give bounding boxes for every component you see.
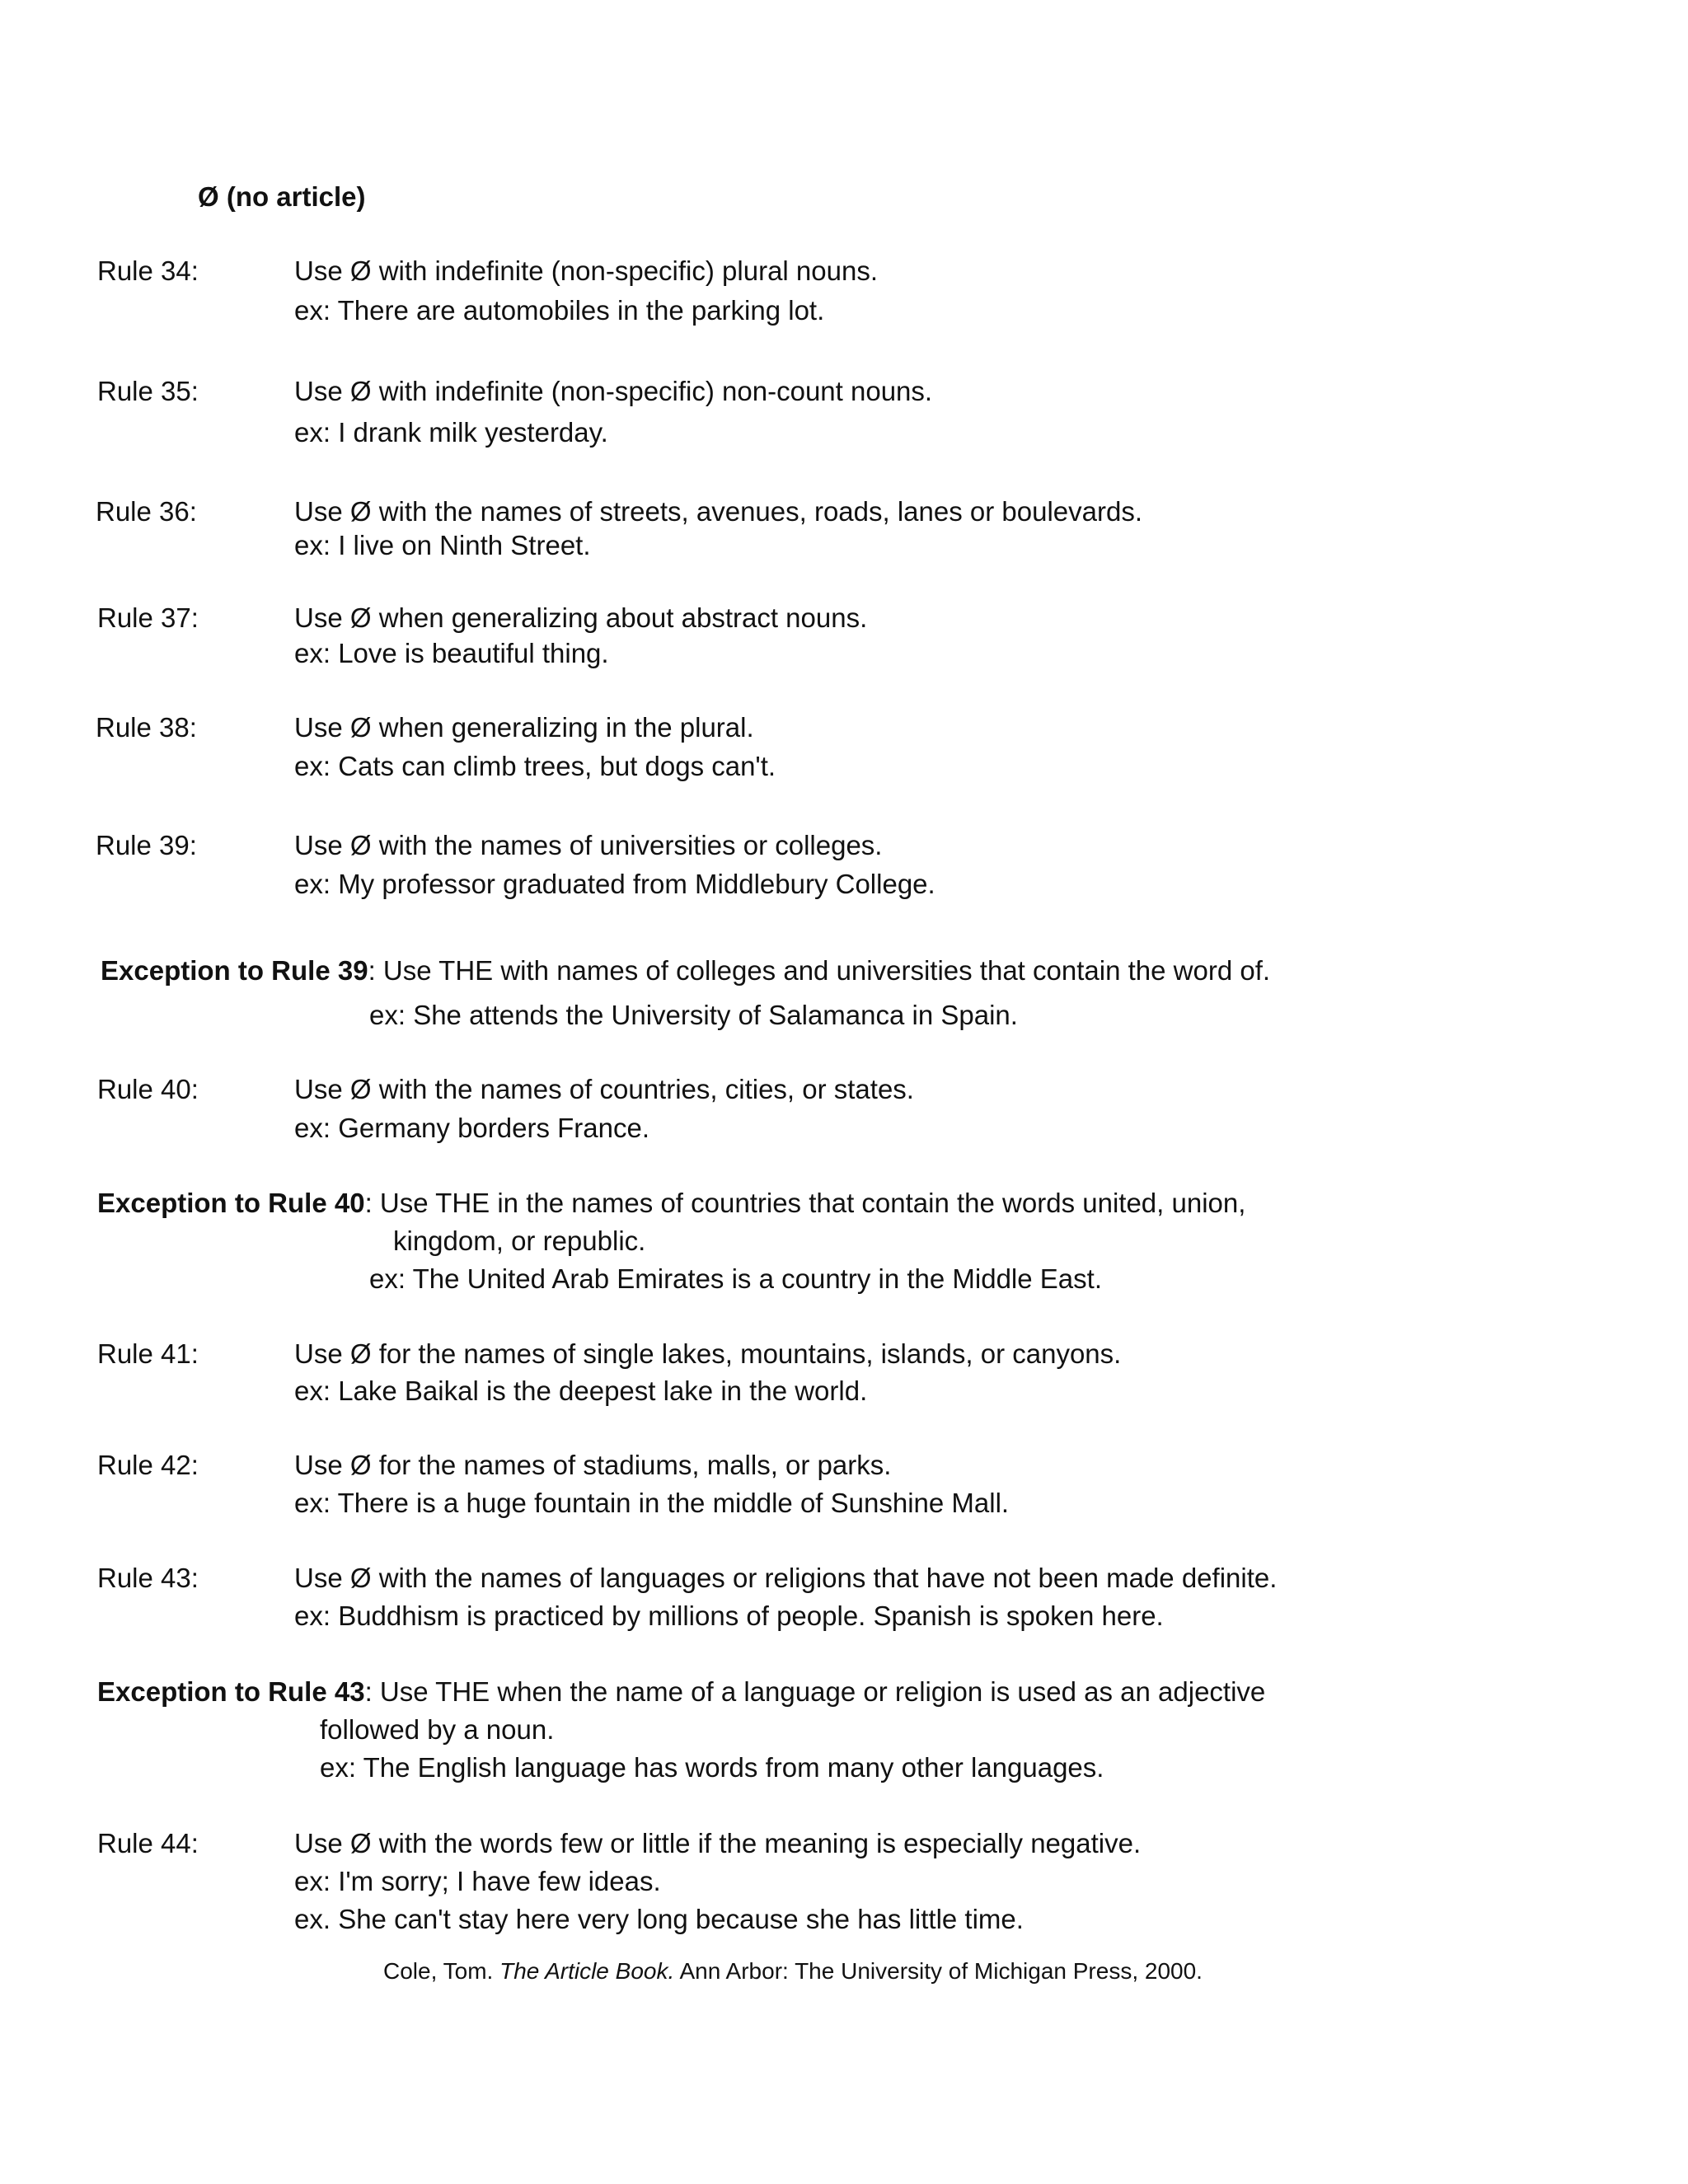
- exception-40: [97, 1189, 1245, 1216]
- rule-44-text: Use Ø with the words few or little if the meaning is especially negative.: [294, 1828, 1142, 1858]
- rule-36-text: Use Ø with the names of streets, avenues, roads, lanes or boulevards.: [294, 496, 1143, 527]
- rule-41-text: Use Ø for the names of single lakes, mountains, islands, or canyons.: [294, 1338, 1122, 1369]
- rule-40-example: ex: Germany borders France.: [294, 1113, 649, 1143]
- citation-prefix: Cole, Tom.: [383, 1958, 500, 1984]
- exception-39-text: : Use THE with names of colleges and universities that contain the word of.: [368, 955, 1271, 986]
- section-heading: Ø (no article): [198, 181, 366, 212]
- rule-41-label: Rule 41:: [97, 1338, 199, 1369]
- exception-40-continuation: kingdom, or republic.: [393, 1226, 646, 1256]
- exception-43-label: Exception to Rule 43: [97, 1676, 365, 1707]
- rule-44-example-2: ex. She can't stay here very long because she has little time.: [294, 1904, 1024, 1934]
- rule-44-label: Rule 44:: [97, 1828, 199, 1858]
- rule-37-label: Rule 37:: [97, 602, 199, 633]
- rule-42-text: Use Ø for the names of stadiums, malls, or parks.: [294, 1450, 892, 1480]
- citation-title: The Article Book.: [499, 1958, 675, 1984]
- rule-43-text: Use Ø with the names of languages or religions that have not been made definite.: [294, 1563, 1278, 1593]
- rule-35-label: Rule 35:: [97, 376, 199, 406]
- rule-38-example: ex: Cats can climb trees, but dogs can't.: [294, 751, 776, 781]
- rule-39-label: Rule 39:: [96, 830, 197, 860]
- exception-43-continuation: followed by a noun.: [320, 1714, 555, 1745]
- rule-36-example: ex: I live on Ninth Street.: [294, 530, 591, 560]
- rule-43-label: Rule 43:: [97, 1563, 199, 1593]
- citation-suffix: Ann Arbor: The University of Michigan Press, 2000.: [674, 1958, 1203, 1984]
- rule-38-text: Use Ø when generalizing in the plural.: [294, 712, 754, 743]
- rule-42-label: Rule 42:: [97, 1450, 199, 1480]
- exception-39: [101, 957, 1270, 984]
- rule-42-example: ex: There is a huge fountain in the middle of Sunshine Mall.: [294, 1488, 1010, 1518]
- exception-43: [97, 1678, 1265, 1705]
- rule-40-text: Use Ø with the names of countries, cities, or states.: [294, 1074, 914, 1104]
- rule-38-label: Rule 38:: [96, 712, 197, 743]
- rule-35-example: ex: I drank milk yesterday.: [294, 417, 608, 448]
- exception-40-label: Exception to Rule 40: [97, 1188, 365, 1218]
- exception-40-text: : Use THE in the names of countries that contain the words united, union,: [364, 1188, 1246, 1218]
- rule-41-example: ex: Lake Baikal is the deepest lake in the world.: [294, 1376, 868, 1406]
- rule-37-example: ex: Love is beautiful thing.: [294, 638, 609, 668]
- rule-40-label: Rule 40:: [97, 1074, 199, 1104]
- exception-43-text: : Use THE when the name of a language or religion is used as an adjective: [364, 1676, 1266, 1707]
- exception-39-label: Exception to Rule 39: [101, 955, 368, 986]
- exception-43-example: ex: The English language has words from many other languages.: [320, 1752, 1104, 1783]
- citation: [383, 1960, 1203, 1983]
- rule-37-text: Use Ø when generalizing about abstract nouns.: [294, 602, 868, 633]
- exception-39-example: ex: She attends the University of Salamanca in Spain.: [369, 1000, 1018, 1030]
- rule-34-label: Rule 34:: [97, 255, 199, 286]
- exception-40-example: ex: The United Arab Emirates is a country in the Middle East.: [369, 1263, 1102, 1294]
- rule-34-example: ex: There are automobiles in the parking lot.: [294, 295, 825, 326]
- rule-44-example-1: ex: I'm sorry; I have few ideas.: [294, 1866, 661, 1896]
- rule-35-text: Use Ø with indefinite (non-specific) non-count nouns.: [294, 376, 933, 406]
- rule-34-text: Use Ø with indefinite (non-specific) plural nouns.: [294, 255, 879, 286]
- rule-36-label: Rule 36:: [96, 496, 197, 527]
- rule-39-example: ex: My professor graduated from Middlebury College.: [294, 869, 935, 899]
- rule-39-text: Use Ø with the names of universities or colleges.: [294, 830, 883, 860]
- rule-43-example: ex: Buddhism is practiced by millions of people. Spanish is spoken here.: [294, 1601, 1164, 1631]
